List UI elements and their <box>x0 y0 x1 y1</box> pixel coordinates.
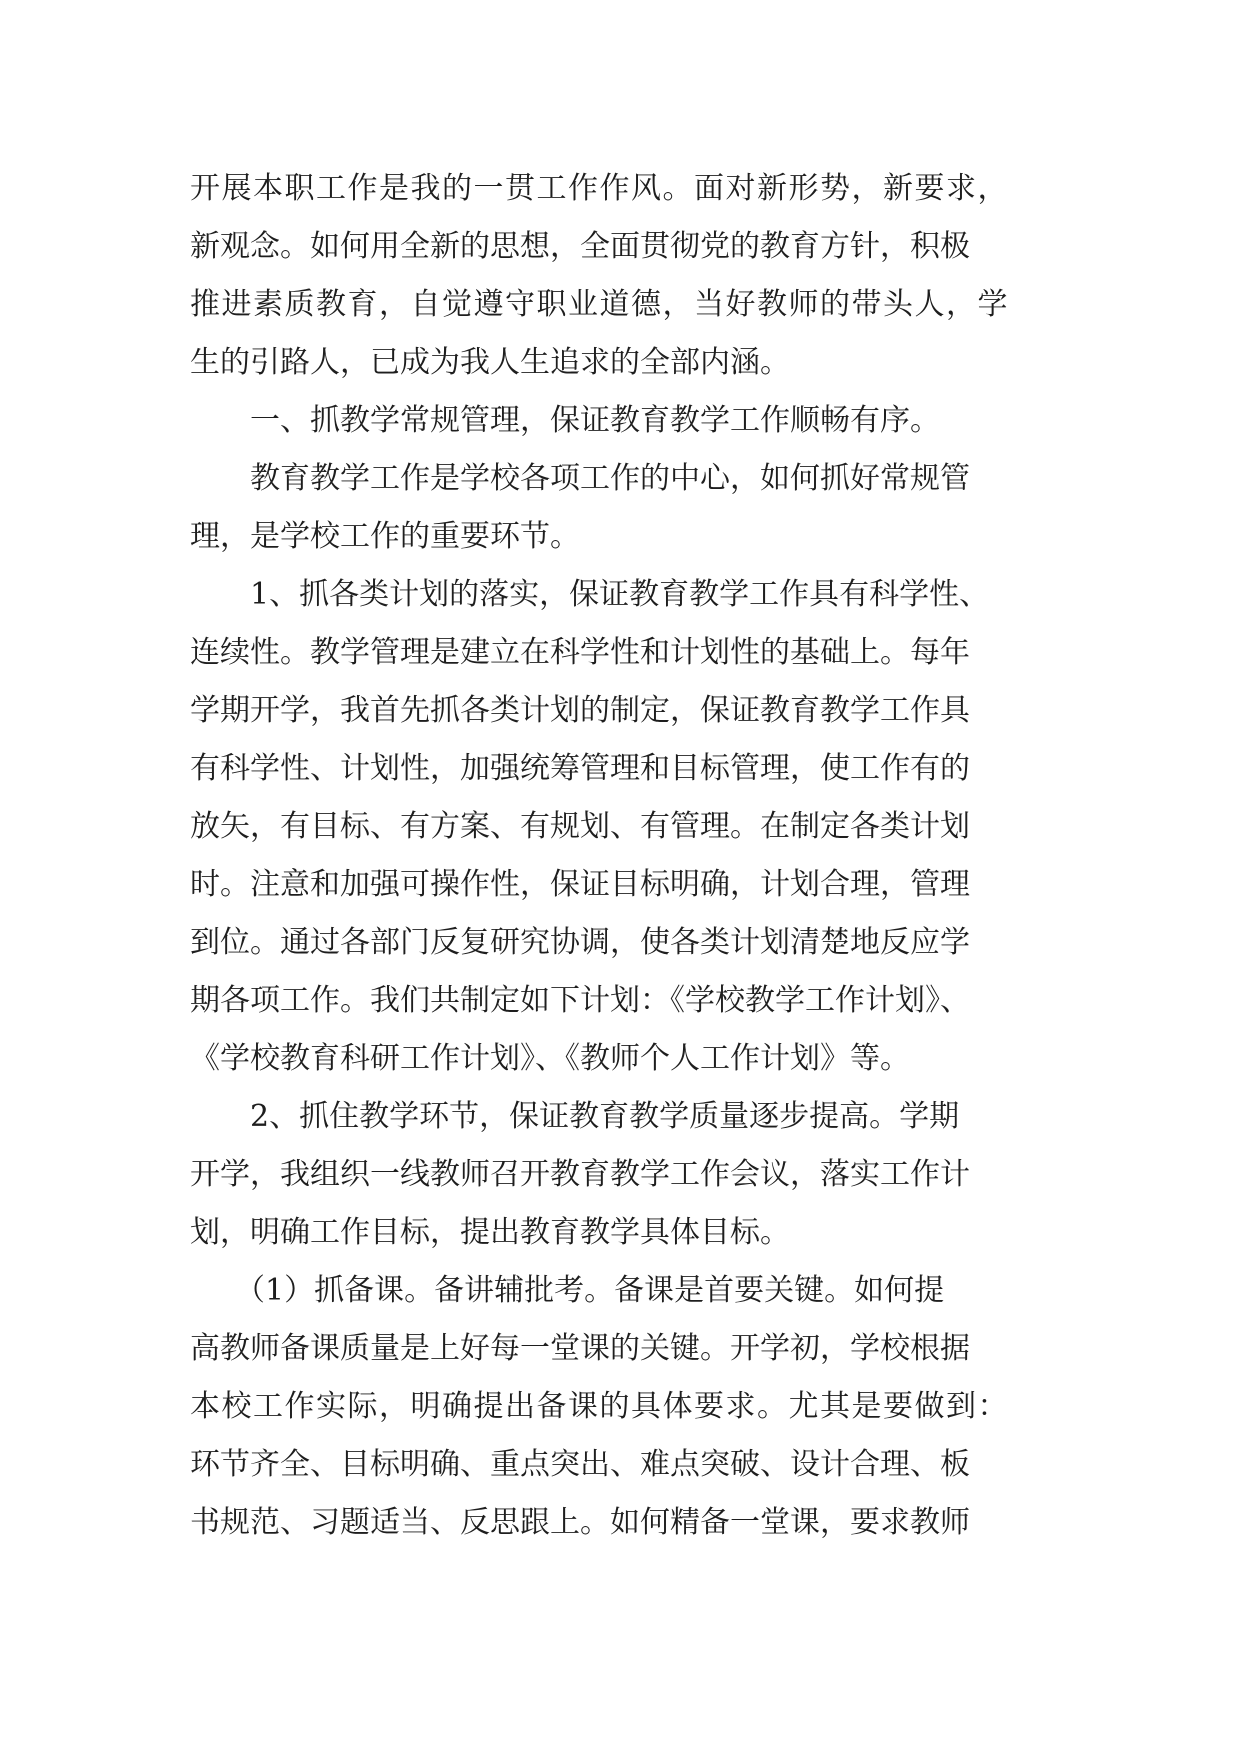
text-line: 1、抓各类计划的落实，保证教育教学工作具有科学性、 <box>190 577 990 612</box>
body-text <box>190 160 1060 1552</box>
text-line: 生的引路人，已成为我人生追求的全部内涵。 <box>190 345 790 380</box>
text-line: 开展本职工作是我的一贯工作作风。面对新形势，新要求， <box>190 171 1009 206</box>
text-line: 开学，我组织一线教师召开教育教学工作会议，落实工作计 <box>190 1157 970 1192</box>
text-line: 2、抓住教学环节，保证教育教学质量逐步提高。学期 <box>190 1099 960 1134</box>
text-line: 到位。通过各部门反复研究协调，使各类计划清楚地反应学 <box>190 925 970 960</box>
text-line: 连续性。教学管理是建立在科学性和计划性的基础上。每年 <box>190 635 970 670</box>
text-line: 时。注意和加强可操作性，保证目标明确，计划合理，管理 <box>190 867 970 902</box>
text-line: 放矢，有目标、有方案、有规划、有管理。在制定各类计划 <box>190 809 970 844</box>
text-line: 推进素质教育，自觉遵守职业道德，当好教师的带头人，学 <box>190 287 1009 322</box>
text-line: 学期开学，我首先抓各类计划的制定，保证教育教学工作具 <box>190 693 970 728</box>
text-line: 划，明确工作目标，提出教育教学具体目标。 <box>190 1215 790 1250</box>
text-line: （1）抓备课。备讲辅批考。备课是首要关键。如何提 <box>190 1273 945 1308</box>
text-line: 期各项工作。我们共制定如下计划：《学校教学工作计划》、 <box>190 983 970 1018</box>
text-line: 环节齐全、目标明确、重点突出、难点突破、设计合理、板 <box>190 1447 970 1482</box>
text-line: 书规范、习题适当、反思跟上。如何精备一堂课，要求教师 <box>190 1505 970 1540</box>
section-heading: 一、抓教学常规管理，保证教育教学工作顺畅有序。 <box>190 403 940 438</box>
text-line: 《学校教育科研工作计划》、《教师个人工作计划》等。 <box>190 1041 910 1076</box>
text-line: 有科学性、计划性，加强统筹管理和目标管理，使工作有的 <box>190 751 970 786</box>
text-line: 高教师备课质量是上好每一堂课的关键。开学初，学校根据 <box>190 1331 970 1366</box>
text-line: 理，是学校工作的重要环节。 <box>190 519 580 554</box>
text-line: 教育教学工作是学校各项工作的中心，如何抓好常规管 <box>190 461 970 496</box>
text-line: 新观念。如何用全新的思想，全面贯彻党的教育方针，积极 <box>190 229 970 264</box>
text-line: 本校工作实际，明确提出备课的具体要求。尤其是要做到： <box>190 1389 1009 1424</box>
